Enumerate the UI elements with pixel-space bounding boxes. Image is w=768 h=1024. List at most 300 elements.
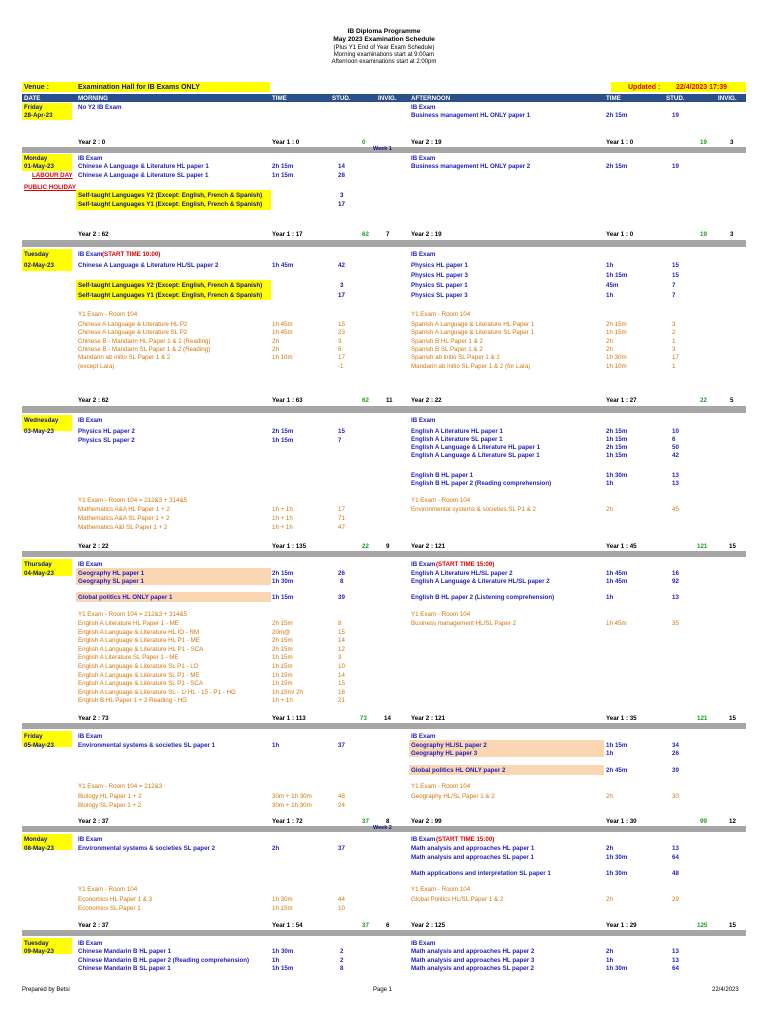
- exam-name: Mandarin ab initio SL Paper 1 & 2: [78, 354, 171, 362]
- exam-students: 71: [338, 515, 345, 522]
- exam-time: 2h: [272, 845, 280, 852]
- year1-total-am: Year 1 : 63: [272, 397, 303, 404]
- invig-count-am: 0: [362, 139, 366, 146]
- invigilators-pm: 12: [729, 818, 736, 825]
- exam-heading: IB Exam: [78, 836, 103, 843]
- exam-name: Mandarin ab initio SL Paper 1 & 2 (for Lara): [411, 362, 531, 370]
- exam-students: 3: [672, 345, 676, 353]
- exam-time: 20m@: [272, 628, 291, 636]
- date-value: 05-May-23: [24, 742, 54, 749]
- col-invig-pm: INVIG.: [718, 95, 737, 102]
- invig-count-pm: 121: [697, 715, 708, 722]
- footer-preparer: Prepared by Betsi: [22, 987, 70, 993]
- exam-time: 1h 10m: [272, 354, 293, 362]
- venue-label: Venue :: [24, 84, 49, 91]
- exam-time: 1h 15m: [272, 965, 294, 972]
- exam-time: 1h 45m: [606, 578, 628, 585]
- year1-total-pm: Year 1 : 0: [606, 231, 634, 238]
- exam-students: 15: [338, 628, 345, 636]
- year1-total-pm: Year 1 : 27: [606, 397, 637, 404]
- invig-count-pm: 121: [697, 543, 708, 550]
- year1-total-am: Year 1 : 0: [272, 139, 300, 146]
- year1-total-am: Year 1 : 54: [272, 922, 303, 929]
- invigilators-am: 7: [386, 231, 390, 238]
- exam-time: 1h 45m: [272, 262, 294, 269]
- exam-time: 1h 45m: [606, 570, 628, 577]
- invig-count-am: 62: [362, 231, 369, 238]
- day-name: Wednesday: [24, 417, 59, 424]
- exam-name: English A Language & Literature HL/SL paper 2: [411, 578, 550, 585]
- exam-heading: IB Exam: [411, 104, 436, 111]
- exam-time: 2h: [606, 345, 613, 353]
- exam-students: 8: [340, 965, 344, 972]
- year2-total-am: Year 2 : 0: [78, 139, 106, 146]
- exam-name: Geography HL paper 3: [411, 750, 478, 757]
- date-value: 03-May-23: [24, 428, 54, 435]
- exam-name: English A Language & Literature HL P1 - ME: [78, 637, 200, 645]
- y1-exam-heading: Y1 Exam - Room 104: [411, 611, 471, 618]
- exam-time: 1n 15m: [272, 172, 294, 179]
- day-separator: [22, 551, 746, 557]
- exam-name: Physics SL paper 1: [411, 282, 468, 289]
- exam-name: English A Language & Literature SL - 1/ HL - 15 - P1 - HG: [78, 688, 236, 696]
- week-label: Week 1: [373, 146, 392, 152]
- exam-time: 1h 15m: [606, 272, 628, 279]
- exam-name: Chinese A Language & Literature HL paper 1: [78, 163, 209, 170]
- exam-students: 7: [672, 292, 676, 299]
- exam-students: 13: [672, 948, 679, 955]
- exam-name: English A Language & Literature HL IO - RM: [78, 628, 200, 636]
- exam-name: Spanish B SL Paper 1 & 2: [411, 345, 483, 353]
- exam-time: 1h: [606, 480, 614, 487]
- exam-students: 64: [672, 965, 679, 972]
- exam-name: Chinese B - Mandarin HL Paper 1 & 2 (Reading): [78, 337, 211, 345]
- exam-name: English A Language & Literature HL P1 - SCA: [78, 645, 204, 653]
- year2-total-am: Year 2 : 37: [78, 922, 109, 929]
- year2-total-pm: Year 2 : 99: [411, 818, 442, 825]
- year2-total-am: Year 2 : 22: [78, 543, 109, 550]
- exam-students: 19: [672, 112, 679, 119]
- exam-students: 2: [672, 329, 676, 337]
- day-name: Tuesday: [24, 251, 49, 258]
- invigilators-pm: 5: [730, 397, 734, 404]
- exam-students: 48: [672, 870, 679, 877]
- exam-time: 1h 15m: [606, 742, 628, 749]
- exam-time: 1h: [606, 956, 614, 964]
- exam-time: 2h: [606, 896, 613, 903]
- exam-name: Geography SL paper 1: [78, 578, 144, 585]
- exam-heading: IB Exam: [411, 155, 436, 162]
- holiday-label: PUBLIC HOLIDAY: [24, 184, 77, 191]
- exam-heading: IB Exam: [78, 155, 103, 162]
- exam-students: 92: [672, 578, 679, 585]
- y1-exam-heading: Y1 Exam - Room 104: [411, 886, 471, 893]
- exam-students: 1: [672, 362, 676, 370]
- start-time-note: (START TIME 15:00): [436, 561, 495, 568]
- exam-students: 13: [672, 480, 679, 487]
- exam-time: 2h: [606, 337, 613, 345]
- exam-name: Geography HL/SL Paper 1 & 2: [411, 793, 495, 800]
- exam-students: 17: [338, 506, 345, 513]
- col-afternoon: AFTERNOON: [411, 95, 451, 102]
- exam-students: 29: [672, 896, 679, 903]
- exam-students: 13: [672, 845, 679, 852]
- exam-students: 7: [338, 437, 342, 444]
- exam-heading: IB Exam: [411, 940, 436, 947]
- holiday-label: LABOUR DAY: [32, 172, 73, 179]
- col-morning: MORNING: [78, 95, 108, 102]
- exam-time: 1h 15m: [272, 663, 293, 670]
- exam-time: 2h: [272, 337, 279, 345]
- exam-time: 2h 15m: [606, 428, 628, 435]
- start-time-note: (START TIME 10:00): [102, 251, 161, 258]
- exam-students: 6: [672, 436, 676, 443]
- exam-students: -1: [338, 362, 344, 370]
- doc-title: IB Diploma Programme: [347, 28, 421, 35]
- exam-name: Geography HL/SL paper 2: [411, 742, 487, 749]
- venue-name: Examination Hall for IB Exams ONLY: [78, 84, 200, 91]
- exam-heading: IB Exam: [78, 940, 103, 947]
- exam-students: 24: [338, 801, 345, 809]
- exam-heading: IB Exam: [78, 417, 103, 424]
- exam-students: 13: [672, 956, 679, 964]
- exam-heading: IB Exam: [78, 561, 103, 568]
- invigilators-am: 8: [386, 818, 390, 825]
- exam-students: 10: [672, 428, 679, 435]
- exam-students: 42: [672, 452, 679, 459]
- exam-students: 19: [672, 163, 679, 170]
- exam-name: Spanish B HL Paper 1 & 2: [411, 337, 484, 345]
- year1-total-pm: Year 1 : 35: [606, 715, 637, 722]
- exam-time: 2h: [606, 506, 613, 513]
- afternoon-start-note: Afternoon examinations start at 2:00pm: [331, 59, 437, 65]
- exam-students: 8: [338, 620, 342, 627]
- exam-name: Self-taught Languages Y2 (Except: English, French & Spanish): [78, 192, 263, 199]
- exam-name: Business management HL ONLY paper 2: [411, 163, 531, 170]
- exam-students: 15: [672, 272, 679, 279]
- exam-time: 2h 15m: [272, 570, 294, 577]
- year2-total-pm: Year 2 : 121: [411, 715, 446, 722]
- date-value: 01-May-23: [24, 163, 54, 170]
- y1-exam-heading: Y1 Exam - Room 104 = 212&3: [78, 783, 163, 790]
- invig-count-am: 22: [362, 543, 369, 550]
- exam-name: Chinese A Language & Literature SL P2: [78, 329, 188, 337]
- exam-students: 30: [672, 793, 679, 800]
- year1-total-am: Year 1 : 17: [272, 231, 303, 238]
- exam-name: English B HL paper 2 (Reading comprehension): [411, 480, 552, 487]
- exam-students: 17: [338, 201, 345, 208]
- exam-name: Chinese A Language & Literature HL/SL paper 2: [78, 262, 219, 269]
- exam-students: 17: [338, 292, 345, 299]
- exam-name: Environmental systems & societies SL paper 2: [78, 845, 216, 852]
- y1-exam-heading: Y1 Exam - Room 104: [411, 311, 471, 318]
- invig-count-pm: 19: [700, 139, 707, 146]
- invig-count-pm: 125: [697, 922, 708, 929]
- invig-count-pm: 19: [700, 231, 707, 238]
- exam-students: 14: [338, 163, 345, 170]
- exam-students: 34: [672, 742, 679, 749]
- exam-name: Physics HL paper 2: [78, 428, 135, 435]
- exam-name: English A Literature HL Paper 1 - ME: [78, 620, 179, 627]
- exam-name: Environmental systems & societies SL P1 & 2: [411, 506, 536, 513]
- exam-name: Chinese Mandarin B SL paper 1: [78, 965, 171, 972]
- year1-total-pm: Year 1 : 0: [606, 139, 634, 146]
- exam-time: 1h 30m: [606, 472, 628, 479]
- day-name: Friday: [24, 733, 43, 740]
- exam-students: 15: [672, 262, 679, 269]
- exam-heading: IB Exam: [78, 733, 103, 740]
- exam-time: 1h 30m: [606, 853, 628, 861]
- exam-students: 14: [338, 637, 345, 645]
- exam-time: 2h 15m: [606, 444, 628, 451]
- col-invig-am: INVIG.: [378, 95, 397, 102]
- year1-total-pm: Year 1 : 45: [606, 543, 637, 550]
- exam-name: Global Politics HL/SL Paper 1 & 2: [411, 896, 504, 903]
- invig-count-am: 37: [362, 922, 369, 929]
- exam-students: 8: [340, 578, 344, 585]
- invigilators-pm: 3: [730, 231, 734, 238]
- exam-students: 2: [340, 948, 344, 955]
- year1-total-pm: Year 1 : 29: [606, 922, 637, 929]
- exam-name: English B HL paper 2 (Listening comprehension): [411, 594, 555, 601]
- exam-name: Physics HL paper 1: [411, 262, 468, 269]
- exam-students: 2: [340, 956, 344, 964]
- exam-name: Mathematics A&I SL Paper 1 + 2: [78, 524, 168, 531]
- exam-name: Economics SL Paper 1: [78, 904, 141, 912]
- year2-total-pm: Year 2 : 125: [411, 922, 446, 929]
- exam-students: 28: [338, 172, 345, 179]
- exam-time: 1h 30m: [606, 870, 628, 877]
- exam-students: 3: [338, 337, 342, 345]
- exam-name: Physics HL paper 3: [411, 272, 468, 279]
- invigilators-am: 11: [386, 397, 393, 404]
- exam-name: Spanish A Language & Literature HL Paper 1: [411, 321, 535, 328]
- day-separator: [22, 930, 746, 936]
- start-time-note: (START TIME 15:00): [436, 836, 495, 843]
- updated-label: Updated :: [628, 84, 661, 91]
- exam-name: Mathematics A&A HL Paper 1 + 2: [78, 506, 170, 513]
- exam-students: 23: [338, 329, 345, 337]
- week-label: Week 2: [373, 825, 392, 831]
- exam-students: 50: [672, 444, 679, 451]
- exam-time: 1h 15m: [272, 437, 294, 444]
- year2-total-pm: Year 2 : 22: [411, 397, 442, 404]
- exam-students: 44: [338, 896, 345, 903]
- day-separator: [22, 406, 746, 413]
- year2-total-am: Year 2 : 62: [78, 231, 109, 238]
- exam-name: English A Language & Literature HL paper 1: [411, 444, 541, 451]
- exam-name: Spanish A Language & Literature SL Paper 1: [411, 329, 534, 337]
- exam-time: 2h 45m: [606, 767, 628, 774]
- y1-exam-heading: Y1 Exam - Room 104 = 212&3 + 314&5: [78, 497, 188, 504]
- exam-time: 1h 30m: [606, 965, 628, 972]
- year2-total-pm: Year 2 : 19: [411, 231, 442, 238]
- exam-name: English A Language & Literature SL P1 - ME: [78, 671, 200, 679]
- day-separator: [22, 240, 746, 247]
- exam-name: Math applications and interpretation SL paper 1: [411, 870, 551, 877]
- exam-name: Economics HL Paper 1 & 3: [78, 896, 153, 903]
- invig-count-am: 62: [362, 397, 369, 404]
- exam-time: 1h 10m: [606, 362, 627, 370]
- exam-students: 64: [672, 853, 679, 861]
- exam-name: Biology HL Paper 1 + 2: [78, 793, 142, 800]
- exam-time: 2h 15m: [272, 637, 293, 645]
- exam-heading: IB Exam: [411, 733, 436, 740]
- exam-students: 16: [672, 570, 679, 577]
- invigilators-pm: 15: [729, 922, 736, 929]
- exam-time: 1h 30m: [606, 354, 627, 362]
- footer-page: Page 1: [373, 987, 393, 993]
- exam-name: Global politics HL ONLY paper 1: [78, 594, 173, 601]
- day-name: Thursday: [24, 561, 52, 568]
- y1-exam-heading: Y1 Exam - Room 104: [78, 886, 138, 893]
- exam-time: 1h 45m: [272, 321, 293, 328]
- exam-students: 39: [338, 594, 345, 601]
- invig-count-am: 37: [362, 818, 369, 825]
- exam-name: Environmental systems & societies SL paper 1: [78, 742, 216, 749]
- exam-time: 2h: [606, 793, 613, 800]
- exam-name: (except Lara): [78, 362, 115, 370]
- exam-name: English B HL paper 1: [411, 472, 474, 479]
- year2-total-am: Year 2 : 73: [78, 715, 109, 722]
- year1-total-am: Year 1 : 135: [272, 543, 307, 550]
- exam-name: Math analysis and approaches HL paper 2: [411, 948, 535, 955]
- exam-name: Physics SL paper 3: [411, 292, 468, 299]
- exam-name: Self-taught Languages Y1 (Except: English, French & Spanish): [78, 201, 263, 208]
- exam-students: 45: [672, 506, 679, 513]
- year1-total-am: Year 1 : 113: [272, 715, 306, 722]
- exam-time: 1h: [606, 750, 614, 757]
- exam-name: Biology SL Paper 1 + 2: [78, 801, 142, 809]
- invigilators-am: 6: [386, 922, 390, 929]
- exam-students: 12: [338, 645, 345, 653]
- exam-time: 1h 15m: [606, 452, 628, 459]
- exam-students: 16: [338, 688, 345, 696]
- exam-name: English A Literature HL paper 1: [411, 428, 503, 435]
- invigilators-am: 9: [386, 543, 390, 550]
- exam-name: Chinese Mandarin B HL paper 1: [78, 948, 172, 955]
- exam-time: 1h 45m: [606, 620, 627, 627]
- exam-time: 2h: [272, 345, 279, 353]
- exam-heading: IB Exam: [411, 561, 436, 568]
- exam-time: 2h 15m: [606, 321, 627, 328]
- exam-students: 10: [338, 904, 345, 912]
- exam-name: Self-taught Languages Y2 (Except: English, French & Spanish): [78, 282, 263, 289]
- year1-total-pm: Year 1 : 30: [606, 818, 637, 825]
- day-separator: [22, 723, 746, 729]
- exam-heading: IB Exam: [411, 417, 436, 424]
- col-time-am: TIME: [272, 95, 287, 102]
- exam-time: 1h 15m: [272, 680, 293, 688]
- exam-name: Chinese Mandarin B HL paper 2 (Reading comprehension): [78, 956, 250, 964]
- exam-students: 47: [338, 524, 345, 531]
- year2-total-am: Year 2 : 37: [78, 818, 109, 825]
- date-value: 09-May-23: [24, 948, 54, 955]
- y1-exam-heading: Y1 Exam - Room 104: [78, 311, 138, 318]
- exam-time: 1h + 1h: [272, 506, 293, 513]
- exam-name: Self-taught Languages Y1 (Except: English, French & Spanish): [78, 292, 263, 299]
- exam-students: 3: [338, 654, 342, 662]
- exam-name: Math analysis and approaches SL paper 2: [411, 965, 534, 972]
- year2-total-pm: Year 2 : 19: [411, 139, 442, 146]
- exam-students: 17: [338, 354, 345, 362]
- exam-name: Spanish ab initio SL Paper 1 & 2: [411, 354, 500, 362]
- exam-students: 37: [338, 742, 345, 749]
- exam-name: English B HL Paper 1 + 2 Reading - HG: [78, 697, 187, 705]
- exam-name: Chinese B - Mandarin SL Paper 1 & 2 (Reading): [78, 345, 211, 353]
- exam-students: 6: [338, 345, 342, 353]
- exam-students: 3: [672, 321, 676, 328]
- exam-name: Global politics HL ONLY paper 2: [411, 767, 506, 774]
- exam-students: 10: [338, 663, 345, 670]
- exam-name: Business management HL/SL Paper 2: [411, 620, 517, 627]
- exam-time: 2h 15m: [272, 428, 294, 435]
- exam-time: 45m: [606, 282, 619, 289]
- exam-time: 1h + 1h: [272, 697, 293, 705]
- exam-name: Chinese A Language & Literature SL paper 1: [78, 172, 209, 179]
- exam-students: 13: [672, 594, 679, 601]
- exam-time: 1h 30m: [272, 578, 294, 585]
- exam-students: 15: [338, 428, 345, 435]
- invigilators-pm: 15: [729, 543, 736, 550]
- exam-students: 39: [672, 767, 679, 774]
- exam-heading: IB Exam: [78, 251, 103, 258]
- day-name: Monday: [24, 155, 48, 162]
- exam-students: 1: [672, 337, 676, 345]
- exam-heading: IB Exam: [411, 251, 436, 258]
- exam-time: 1h: [272, 742, 280, 749]
- exam-heading: IB Exam: [411, 836, 436, 843]
- col-date: DATE: [24, 95, 41, 102]
- day-name: Monday: [24, 836, 48, 843]
- date-value: 08-May-23: [24, 845, 54, 852]
- year2-total-am: Year 2 : 62: [78, 397, 109, 404]
- exam-time: 2h 15m: [272, 645, 293, 653]
- y1-exam-heading: Y1 Exam - Room 104: [411, 783, 471, 790]
- exam-name: Chinese A Language & Literature HL P2: [78, 321, 188, 328]
- morning-start-note: Morning examinations start at 9:00am: [333, 52, 435, 58]
- exam-time: 30m + 1h 30m: [272, 793, 312, 800]
- exam-name: Physics SL paper 2: [78, 437, 135, 444]
- exam-time: 2h: [606, 845, 614, 852]
- exam-time: 2h 15m: [606, 112, 628, 119]
- exam-time: 1h + 1h: [272, 524, 293, 531]
- exam-students: 26: [672, 750, 679, 757]
- exam-students: 35: [672, 620, 679, 627]
- date-value: 02-May-23: [24, 262, 54, 269]
- exam-students: 3: [340, 192, 344, 199]
- exam-name: English A Language & Literature SL P1 - SCA: [78, 680, 203, 688]
- exam-name: English A Literature SL Paper 1 - ME: [78, 654, 179, 662]
- col-time-pm: TIME: [606, 95, 621, 102]
- exam-students: 15: [338, 321, 345, 328]
- exam-time: 2h: [606, 948, 614, 955]
- exam-name: Mathematics A&A SL Paper 1 + 2: [78, 515, 170, 522]
- doc-note: (Plus Y1 End of Year Exam Schedule): [333, 45, 435, 51]
- exam-students: 3: [340, 282, 344, 289]
- exam-note: No Y2 IB Exam: [78, 104, 122, 111]
- exam-time: 1h: [272, 956, 280, 964]
- exam-name: English A Language & Literature SL paper 1: [411, 452, 540, 459]
- exam-time: 1h 15m: [606, 329, 627, 337]
- exam-time: 1h + 1h: [272, 515, 293, 522]
- invigilators-pm: 3: [730, 139, 734, 146]
- exam-time: 2h 15m: [272, 163, 294, 170]
- footer-date: 22/4/2023: [712, 987, 739, 993]
- exam-time: 1h 15m: [272, 671, 293, 679]
- exam-name: Geography HL paper 1: [78, 570, 145, 577]
- exam-students: 15: [338, 680, 345, 688]
